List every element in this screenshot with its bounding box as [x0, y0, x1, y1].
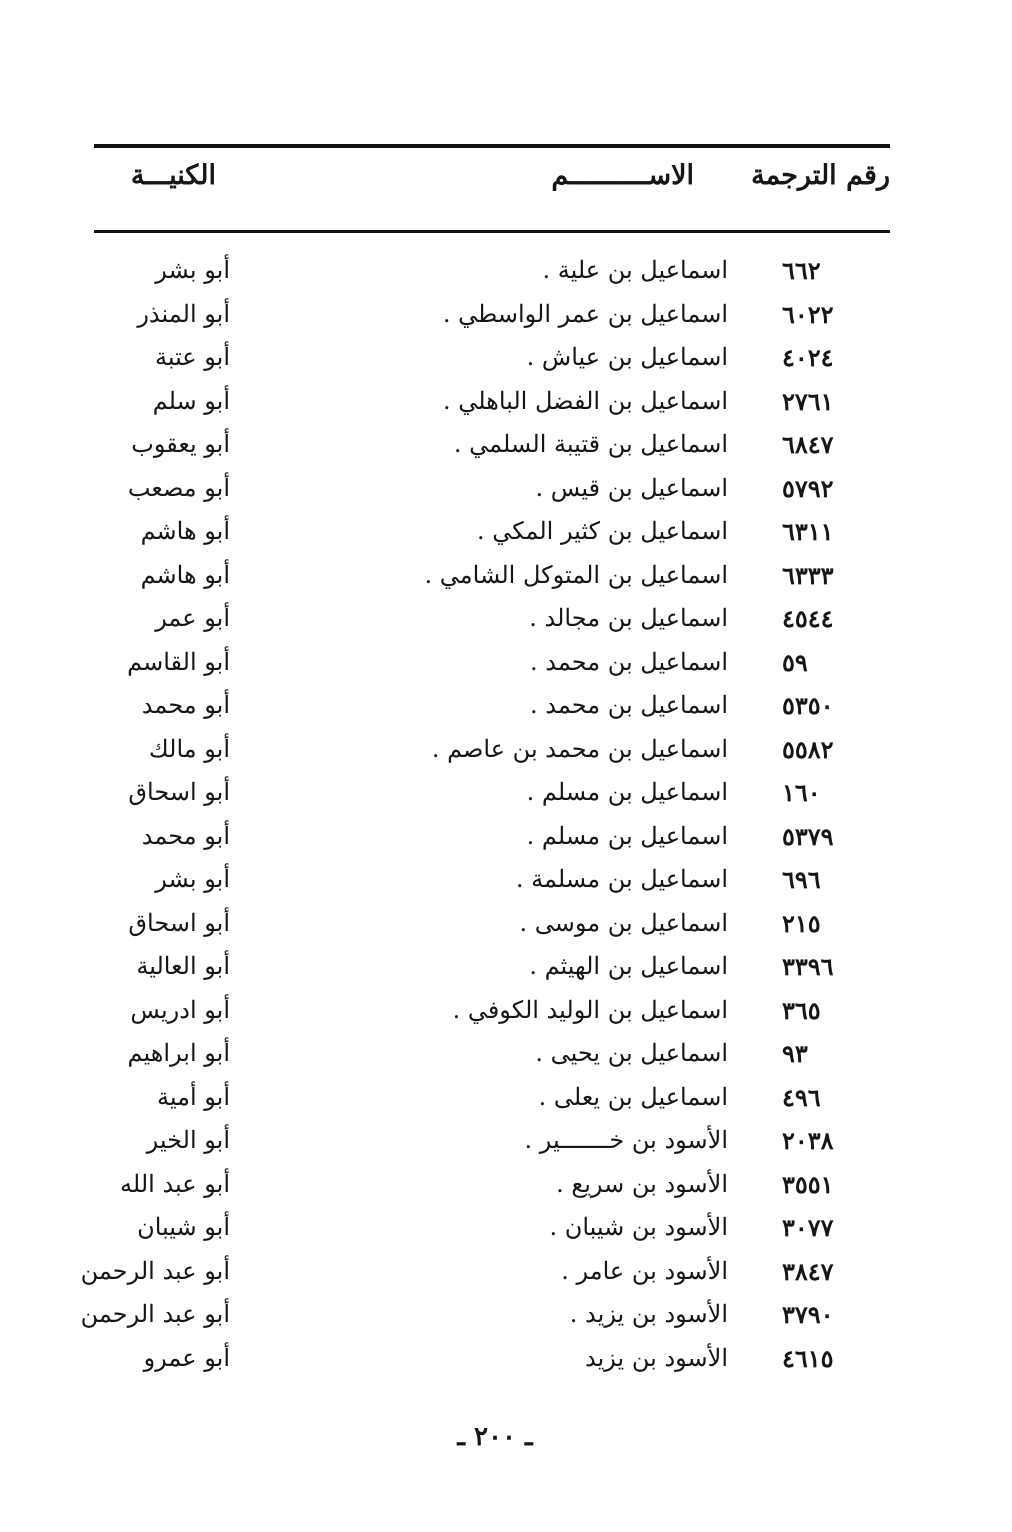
entry-name: اسماعيل بن عياش . — [526, 343, 728, 371]
entry-number: ٥٣٧٩ — [782, 821, 834, 851]
entry-name: اسماعيل بن يحيى . — [535, 1039, 728, 1067]
entry-number: ٦٣٣٣ — [782, 560, 834, 590]
entry-kunya: أبو مالك — [148, 734, 230, 763]
entry-name: اسماعيل بن موسى . — [519, 908, 728, 937]
entry-name: اسماعيل بن الوليد الكوفي . — [452, 995, 728, 1024]
column-header-kunya: الكنيـــة — [130, 160, 216, 191]
entry-number: ٣٣٩٦ — [782, 952, 834, 981]
entry-name: الأسود بن سريع . — [556, 1169, 728, 1198]
entry-kunya: أبو الخير — [146, 1126, 230, 1154]
entry-name: اسماعيل بن الهيثم . — [529, 952, 728, 980]
entry-kunya: أبو عمر — [155, 604, 230, 632]
entry-number: ٢٧٦١ — [782, 386, 834, 416]
entry-name: اسماعيل بن محمد . — [530, 691, 728, 719]
entry-row — [0, 1251, 1012, 1295]
entry-kunya: أبو ادريس — [130, 995, 230, 1024]
entry-kunya: أبو هاشم — [140, 560, 230, 589]
header-bottom-rule — [94, 230, 890, 233]
entry-row — [0, 1338, 1012, 1382]
entry-row — [0, 1033, 1012, 1077]
entry-row — [0, 250, 1012, 294]
entry-kunya: أبو المنذر — [137, 299, 230, 328]
entry-number: ٣٧٩٠ — [782, 1300, 834, 1329]
entry-row — [0, 1164, 1012, 1208]
entry-number: ٩٣ — [782, 1039, 808, 1068]
entry-row — [0, 1120, 1012, 1164]
entry-name: اسماعيل بن مسلمة . — [515, 865, 728, 893]
entry-number: ٤٩٦ — [782, 1082, 821, 1112]
entry-name: اسماعيل بن علية . — [542, 256, 728, 284]
entry-number: ٦٩٦ — [782, 865, 821, 894]
entry-row — [0, 729, 1012, 773]
entry-name: الأسود بن خـــــــير . — [524, 1126, 728, 1154]
entry-name: اسماعيل بن قتيبة السلمي . — [453, 430, 728, 458]
entry-row — [0, 685, 1012, 729]
entry-kunya: أبو اسحاق — [128, 908, 230, 937]
entry-row — [0, 511, 1012, 555]
entry-row — [0, 990, 1012, 1034]
entry-name: اسماعيل بن محمد . — [530, 647, 728, 676]
entry-row — [0, 903, 1012, 947]
entry-number: ٣٦٥ — [782, 995, 821, 1025]
entry-kunya: أبو عمرو — [143, 1343, 230, 1372]
entry-name: اسماعيل بن المتوكل الشامي . — [424, 560, 728, 589]
entry-row — [0, 772, 1012, 816]
entry-kunya: أبو بشر — [155, 256, 230, 284]
entry-row — [0, 337, 1012, 381]
entry-number: ٦٨٤٧ — [782, 430, 834, 459]
entry-name: اسماعيل بن كثير المكي . — [476, 517, 728, 545]
entry-kunya: أبو اسحاق — [128, 778, 230, 806]
entry-row — [0, 555, 1012, 599]
entry-number: ٥٥٨٢ — [782, 734, 834, 764]
column-header-number: رقم الترجمة — [751, 160, 890, 191]
entry-kunya: أبو شيبان — [137, 1213, 230, 1241]
entry-number: ٦٣١١ — [782, 517, 834, 546]
entry-name: اسماعيل بن قيس . — [535, 473, 728, 502]
entry-kunya: أبو ابراهيم — [127, 1039, 230, 1067]
entry-row — [0, 424, 1012, 468]
entry-number: ٣٥٥١ — [782, 1169, 834, 1199]
entry-name: الأسود بن يزيد . — [569, 1300, 728, 1328]
entry-number: ٢٠٣٨ — [782, 1126, 834, 1155]
entry-kunya: أبو يعقوب — [131, 430, 230, 458]
entry-row — [0, 946, 1012, 990]
entry-number: ٥٣٥٠ — [782, 691, 834, 720]
entry-kunya: أبو عبد الله — [120, 1169, 230, 1198]
column-header-name: الاســــــــــم — [551, 160, 694, 191]
entry-row — [0, 816, 1012, 860]
entry-row — [0, 381, 1012, 425]
entries-list — [0, 250, 1012, 1381]
entry-number: ٤٦١٥ — [782, 1343, 834, 1373]
entry-kunya: أبو مصعب — [127, 473, 230, 502]
entry-kunya: أبو عبد الرحمن — [80, 1300, 230, 1328]
entry-kunya: أبو بشر — [155, 865, 230, 893]
entry-name: الأسود بن عامر . — [561, 1256, 728, 1285]
entry-name: اسماعيل بن مسلم . — [526, 778, 728, 806]
entry-name: الأسود بن يزيد — [585, 1343, 728, 1372]
entry-kunya: أبو محمد — [141, 821, 230, 850]
header-top-rule — [94, 144, 890, 148]
entry-number: ٦٦٢ — [782, 256, 821, 285]
entry-kunya: أبو محمد — [141, 691, 230, 719]
entry-name: اسماعيل بن يعلى . — [538, 1082, 728, 1111]
entry-name: الأسود بن شيبان . — [549, 1213, 728, 1241]
page-number: ـ ٢٠٠ ـ — [457, 1422, 533, 1452]
entry-number: ٥٩ — [782, 647, 808, 677]
entry-kunya: أبو عتبة — [154, 343, 230, 371]
entry-name: اسماعيل بن مجالد . — [529, 604, 728, 632]
entry-row — [0, 1294, 1012, 1338]
entry-kunya: أبو سلم — [152, 386, 230, 415]
entry-row — [0, 468, 1012, 512]
entry-number: ٣٨٤٧ — [782, 1256, 834, 1286]
entry-row — [0, 859, 1012, 903]
entry-kunya: أبو العالية — [136, 952, 230, 980]
entry-name: اسماعيل بن عمر الواسطي . — [442, 299, 728, 328]
entry-name: اسماعيل بن الفضل الباهلي . — [442, 386, 728, 415]
entry-number: ٤٠٢٤ — [782, 343, 834, 372]
entry-kunya: أبو عبد الرحمن — [80, 1256, 230, 1285]
entry-kunya: أبو أمية — [156, 1082, 230, 1111]
entry-row — [0, 1207, 1012, 1251]
entry-row — [0, 1077, 1012, 1121]
entry-number: ٣٠٧٧ — [782, 1213, 834, 1242]
entry-row — [0, 598, 1012, 642]
entry-number: ١٦٠ — [782, 778, 821, 807]
entry-number: ٤٥٤٤ — [782, 604, 834, 633]
entry-name: اسماعيل بن محمد بن عاصم . — [431, 734, 728, 763]
entry-number: ٦٠٢٢ — [782, 299, 834, 329]
entry-row — [0, 294, 1012, 338]
entry-number: ٢١٥ — [782, 908, 821, 938]
entry-row — [0, 642, 1012, 686]
entry-kunya: أبو هاشم — [140, 517, 230, 545]
entry-kunya: أبو القاسم — [127, 647, 230, 676]
entry-number: ٥٧٩٢ — [782, 473, 834, 503]
entry-name: اسماعيل بن مسلم . — [526, 821, 728, 850]
